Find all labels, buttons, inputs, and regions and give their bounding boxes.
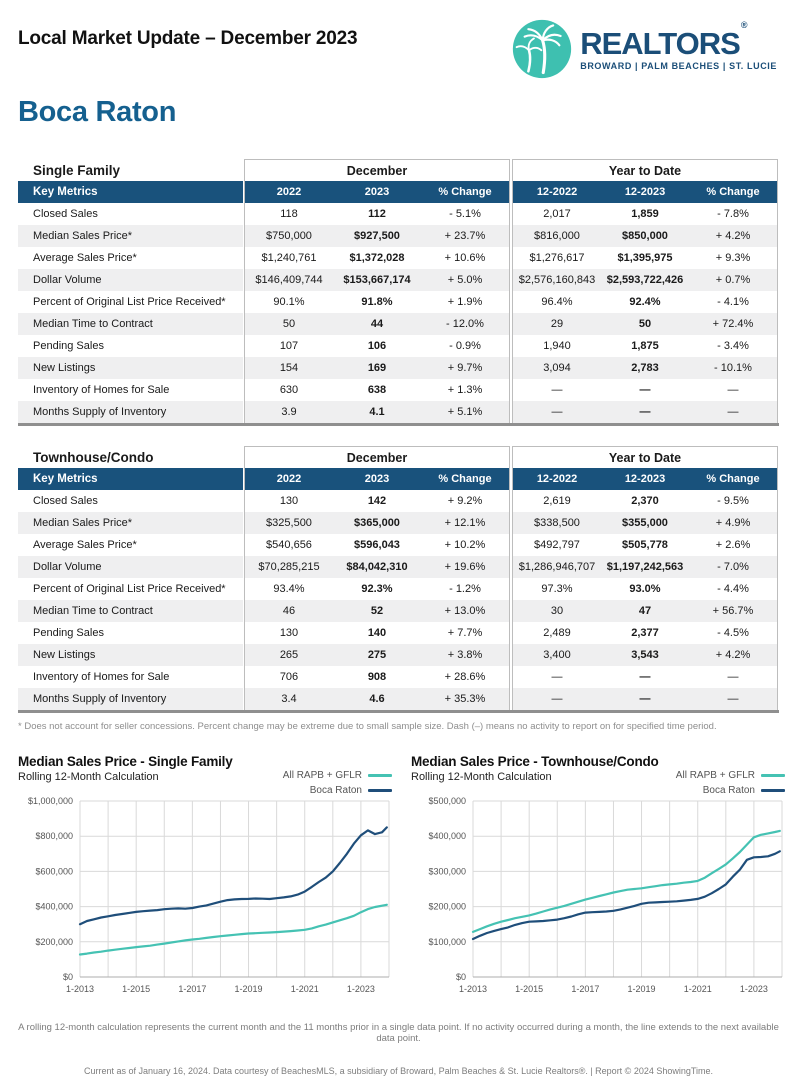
metric-value: —: [513, 688, 601, 710]
metric-value: 706: [279, 671, 299, 683]
single-family-table: [18, 159, 779, 426]
group-header: [244, 159, 510, 181]
chart-title: Median Sales Price - Single Family: [18, 754, 233, 769]
group-header-label: December: [346, 450, 408, 465]
group-header: [512, 446, 778, 468]
table-row: [18, 644, 779, 666]
metric-value: $927,500: [333, 225, 421, 247]
metric-value: $84,042,310: [333, 556, 421, 578]
metric-value: —: [727, 384, 739, 396]
metric-value: —: [689, 688, 777, 710]
metric-value: - 1.2%: [449, 583, 481, 595]
metric-value: 4.6: [333, 688, 421, 710]
metric-value: 92.4%: [629, 296, 661, 308]
metric-value: 3.4: [245, 688, 333, 710]
metric-value: - 9.5%: [717, 495, 749, 507]
metric-value: $1,372,028: [349, 252, 405, 264]
metric-value: —: [601, 401, 689, 423]
metric-value-group: [512, 600, 778, 622]
chart-plot-area: [18, 791, 396, 1008]
column-header-key-metrics: Key Metrics: [18, 468, 243, 490]
column-header: 2023: [333, 468, 421, 490]
metric-value-group: [512, 578, 778, 600]
metric-value-group: [244, 269, 510, 291]
registered-mark: ®: [740, 20, 747, 31]
metric-value: $153,667,174: [333, 269, 421, 291]
column-header: % Change: [421, 181, 509, 203]
logo-text: [580, 20, 777, 71]
table-row: [18, 291, 779, 313]
metric-value: 630: [279, 384, 299, 396]
series-line-boca-raton: [473, 851, 780, 939]
table-column-header-row: [18, 181, 779, 203]
metric-value: $540,656: [266, 539, 312, 551]
legend-label: Boca Raton: [702, 785, 755, 796]
legend-label: All RAPB + GFLR: [282, 770, 362, 781]
page-title: Boca Raton: [18, 96, 177, 128]
metric-value-group: [512, 688, 778, 710]
table-row: [18, 688, 779, 710]
metric-label: Median Sales Price*: [18, 225, 243, 247]
metric-value-group: [244, 556, 510, 578]
legend-label: All RAPB + GFLR: [675, 770, 755, 781]
top-bar: [18, 0, 779, 84]
table-row: [18, 512, 779, 534]
metric-value: + 9.2%: [447, 495, 483, 507]
metric-value: 3,094: [513, 357, 601, 379]
legend-swatch-icon: [761, 774, 785, 777]
x-tick-label: 1-2013: [65, 984, 95, 994]
column-header: 2022: [245, 468, 333, 490]
metric-value: 91.8%: [361, 296, 393, 308]
group-header: [244, 446, 510, 468]
metric-value: 2,377: [631, 627, 659, 639]
series-line-all-rapb-gflr: [473, 831, 780, 932]
table-row: [18, 556, 779, 578]
metric-label: Dollar Volume: [18, 269, 243, 291]
x-tick-label: 1-2021: [683, 984, 712, 994]
metric-value: 1,875: [631, 340, 659, 352]
charts-section: [18, 754, 779, 1008]
metric-value: - 4.1%: [717, 296, 749, 308]
metric-value: 107: [279, 340, 299, 352]
table-row: [18, 534, 779, 556]
legend-swatch-icon: [368, 774, 392, 777]
metric-value-group: [244, 644, 510, 666]
metric-label: New Listings: [18, 357, 243, 379]
table-row: [18, 578, 779, 600]
metric-value: $596,043: [354, 539, 400, 551]
metric-value: + 0.7%: [689, 269, 777, 291]
metric-value-group: [512, 534, 778, 556]
table-row: [18, 335, 779, 357]
metric-value-group: [512, 490, 778, 512]
table-row: [18, 203, 779, 225]
metric-value: + 5.0%: [421, 269, 509, 291]
metric-value-group: [244, 534, 510, 556]
group-header: [512, 159, 778, 181]
y-tick-label: $300,000: [428, 866, 466, 877]
metric-value-group: [244, 247, 510, 269]
metric-value: 908: [367, 671, 387, 683]
metric-label: Median Sales Price*: [18, 512, 243, 534]
metric-value-group: [512, 666, 778, 688]
metric-value: + 9.7%: [421, 357, 509, 379]
metric-value: —: [639, 384, 651, 396]
legend-label: Boca Raton: [309, 785, 362, 796]
metric-value: + 7.7%: [447, 627, 483, 639]
y-tick-label: $400,000: [35, 901, 73, 912]
metric-value: $816,000: [513, 225, 601, 247]
table-row: [18, 666, 779, 688]
metric-value: 44: [333, 313, 421, 335]
metric-value: $750,000: [245, 225, 333, 247]
legend-swatch-icon: [368, 789, 392, 792]
metric-label: Median Time to Contract: [18, 600, 243, 622]
metric-value: $70,285,215: [245, 556, 333, 578]
metric-value: + 10.2%: [444, 539, 486, 551]
metric-value: 130: [279, 627, 299, 639]
chart-single-family: [18, 754, 396, 1008]
metric-value: $505,778: [622, 539, 668, 551]
metric-value-group: [512, 379, 778, 401]
logo-brand: REALTORS®: [580, 20, 747, 61]
metric-value: 169: [333, 357, 421, 379]
metric-value-group: [244, 335, 510, 357]
chart-subtitle: Rolling 12-Month Calculation: [411, 771, 552, 783]
metric-value: - 10.1%: [689, 357, 777, 379]
table-footnote: * Does not account for seller concessions. Percent change may be extreme due to small sample size. Dash (–) means no activity to report on for specified time period.: [18, 721, 717, 732]
y-tick-label: $800,000: [35, 831, 73, 842]
group-header-label: Year to Date: [608, 450, 682, 465]
metric-label: Closed Sales: [33, 208, 98, 220]
metric-value-group: [512, 357, 778, 379]
metric-value: 96.4%: [541, 296, 573, 308]
metric-value: —: [689, 401, 777, 423]
metric-value-group: [512, 313, 778, 335]
x-tick-label: 1-2017: [571, 984, 600, 994]
metric-value-group: [512, 512, 778, 534]
metric-value: 2,370: [631, 495, 659, 507]
metric-value: + 56.7%: [689, 600, 777, 622]
y-tick-label: $200,000: [35, 936, 73, 947]
realtors-logo: [511, 18, 777, 80]
metric-value: 154: [245, 357, 333, 379]
metric-value: + 1.3%: [447, 384, 483, 396]
metric-value-group: [244, 225, 510, 247]
metric-value: - 12.0%: [421, 313, 509, 335]
metric-value: 275: [333, 644, 421, 666]
metric-value: 92.3%: [361, 583, 393, 595]
metric-value: —: [513, 401, 601, 423]
x-tick-label: 1-2021: [290, 984, 319, 994]
metric-value-group: [244, 490, 510, 512]
metric-value: + 1.9%: [447, 296, 483, 308]
metric-label: Pending Sales: [33, 340, 104, 352]
metric-value: 90.1%: [273, 296, 305, 308]
table-row: [18, 225, 779, 247]
table-group-header-row: [18, 446, 779, 468]
metric-value-group: [244, 666, 510, 688]
metric-label: Inventory of Homes for Sale: [33, 671, 170, 683]
metric-value: 93.4%: [273, 583, 305, 595]
metric-label: New Listings: [18, 644, 243, 666]
x-tick-label: 1-2013: [458, 984, 488, 994]
y-tick-label: $0: [62, 972, 73, 982]
chart-subtitle: Rolling 12-Month Calculation: [18, 771, 159, 783]
metric-value-group: [244, 357, 510, 379]
metric-value-group: [244, 688, 510, 710]
metric-label: Average Sales Price*: [33, 539, 137, 551]
metric-value: $850,000: [601, 225, 689, 247]
townhouse-condo-table: [18, 446, 779, 713]
metric-value-group: [244, 379, 510, 401]
metric-value: + 10.6%: [444, 252, 486, 264]
series-line-boca-raton: [80, 827, 387, 924]
column-header: 2023: [333, 181, 421, 203]
metric-value: 2,619: [543, 495, 571, 507]
metric-value-group: [512, 335, 778, 357]
metric-value: $146,409,744: [245, 269, 333, 291]
credit-line: Current as of January 16, 2024. Data courtesy of BeachesMLS, a subsidiary of Broward, Palm Beaches & St. Lucie Realtors®. | Report © 2024 ShowingTime.: [83, 1066, 714, 1076]
table-row: [18, 269, 779, 291]
metric-value: $1,240,761: [261, 252, 317, 264]
metric-value: + 28.6%: [444, 671, 486, 683]
rolling-calculation-note: A rolling 12-month calculation represents the current month and the 11 months prior in a single data point. If no activity occurred during a month, the line extends to the next available data point.: [18, 1022, 779, 1044]
metric-value: + 3.8%: [421, 644, 509, 666]
table-row: [18, 622, 779, 644]
column-header-group: [244, 181, 510, 203]
metric-label: Inventory of Homes for Sale: [33, 384, 170, 396]
metric-value: + 35.3%: [421, 688, 509, 710]
metric-value: 1,940: [543, 340, 571, 352]
chart-plot-area: [411, 791, 789, 1008]
metric-value: $1,286,946,707: [513, 556, 601, 578]
metric-value: $1,395,975: [617, 252, 673, 264]
metric-value: 106: [367, 340, 387, 352]
metric-value-group: [512, 644, 778, 666]
chart-townhouse-condo: [411, 754, 789, 1008]
legend-item: [676, 770, 785, 781]
metric-value: 97.3%: [541, 583, 573, 595]
metric-value: 142: [367, 495, 387, 507]
table-section-title: Single Family: [33, 162, 121, 178]
metric-value: $325,500: [245, 512, 333, 534]
metric-value: 52: [333, 600, 421, 622]
group-header-label: December: [346, 163, 408, 178]
metric-value: + 12.1%: [421, 512, 509, 534]
x-tick-label: 1-2023: [739, 984, 768, 994]
metric-value: —: [639, 671, 651, 683]
metric-value: + 9.3%: [715, 252, 751, 264]
column-header-key-metrics: Key Metrics: [18, 181, 243, 203]
column-header-group: [244, 468, 510, 490]
metric-value: - 3.4%: [717, 340, 749, 352]
metric-label: Median Time to Contract: [18, 313, 243, 335]
metric-value: 50: [245, 313, 333, 335]
metric-value: —: [551, 671, 563, 683]
metric-label: Percent of Original List Price Received*: [33, 583, 226, 595]
x-tick-label: 1-2017: [178, 984, 207, 994]
palm-trees-icon: [511, 18, 573, 80]
table-row: [18, 313, 779, 335]
metric-value: 29: [513, 313, 601, 335]
metric-value: $1,197,242,563: [601, 556, 689, 578]
column-header: % Change: [421, 468, 509, 490]
metric-value: - 7.8%: [717, 208, 749, 220]
metric-value-group: [244, 600, 510, 622]
metric-value: + 19.6%: [421, 556, 509, 578]
y-tick-label: $400,000: [428, 831, 466, 842]
metric-value: - 4.5%: [717, 627, 749, 639]
metric-value: $492,797: [534, 539, 580, 551]
table-row: [18, 401, 779, 423]
column-header: % Change: [689, 468, 777, 490]
metric-value-group: [244, 401, 510, 423]
legend-item: [283, 770, 392, 781]
table-row: [18, 247, 779, 269]
metric-value: + 2.6%: [715, 539, 751, 551]
y-tick-label: $500,000: [428, 796, 466, 806]
table-row: [18, 490, 779, 512]
x-tick-label: 1-2023: [346, 984, 375, 994]
metric-value: 638: [367, 384, 387, 396]
column-header: 12-2022: [513, 468, 601, 490]
column-header-group: [512, 468, 778, 490]
metric-value: - 7.0%: [689, 556, 777, 578]
metric-value: 47: [601, 600, 689, 622]
legend-item: [310, 785, 392, 796]
group-header-label: Year to Date: [608, 163, 682, 178]
metric-value: 2,783: [601, 357, 689, 379]
metric-value: + 72.4%: [689, 313, 777, 335]
y-tick-label: $600,000: [35, 866, 73, 877]
chart-svg: [18, 791, 396, 1003]
chart-title: Median Sales Price - Townhouse/Condo: [411, 754, 659, 769]
metric-value-group: [244, 512, 510, 534]
metric-value-group: [512, 203, 778, 225]
metric-value: $338,500: [513, 512, 601, 534]
metric-value: + 13.0%: [421, 600, 509, 622]
metric-value: - 4.4%: [717, 583, 749, 595]
y-tick-label: $1,000,000: [27, 796, 73, 806]
metric-value: —: [601, 688, 689, 710]
metric-value: + 4.2%: [689, 644, 777, 666]
metric-value-group: [512, 269, 778, 291]
column-header: 12-2023: [601, 468, 689, 490]
metric-value: 112: [368, 208, 386, 220]
metric-value-group: [512, 225, 778, 247]
metric-label: Months Supply of Inventory: [18, 401, 243, 423]
y-tick-label: $200,000: [428, 901, 466, 912]
column-header: 12-2022: [513, 181, 601, 203]
metric-value: 46: [245, 600, 333, 622]
chart-svg: [411, 791, 789, 1003]
y-tick-label: $100,000: [428, 936, 466, 947]
metric-label: Percent of Original List Price Received*: [33, 296, 226, 308]
metric-value: 4.1: [333, 401, 421, 423]
column-header: 12-2023: [601, 181, 689, 203]
metric-value: 118: [280, 208, 298, 220]
metric-value: 50: [601, 313, 689, 335]
metric-value-group: [512, 401, 778, 423]
metric-label: Months Supply of Inventory: [18, 688, 243, 710]
metric-value-group: [512, 291, 778, 313]
metric-value: —: [727, 671, 739, 683]
metric-value: 3,543: [601, 644, 689, 666]
column-header: 2022: [245, 181, 333, 203]
metric-value: 265: [245, 644, 333, 666]
metric-value: + 5.1%: [421, 401, 509, 423]
chart-legend: [676, 770, 785, 796]
metric-value: + 23.7%: [421, 225, 509, 247]
legend-swatch-icon: [761, 789, 785, 792]
series-line-all-rapb-gflr: [80, 905, 387, 955]
metric-label: Closed Sales: [33, 495, 98, 507]
table-row: [18, 357, 779, 379]
x-tick-label: 1-2015: [122, 984, 151, 994]
x-tick-label: 1-2019: [627, 984, 656, 994]
x-tick-label: 1-2015: [515, 984, 544, 994]
metric-value-group: [512, 622, 778, 644]
metric-value-group: [244, 578, 510, 600]
table-row: [18, 600, 779, 622]
metric-value: $365,000: [333, 512, 421, 534]
table-column-header-row: [18, 468, 779, 490]
metric-value-group: [512, 556, 778, 578]
metric-value-group: [244, 313, 510, 335]
metric-value: + 4.2%: [689, 225, 777, 247]
logo-tagline: BROWARD | PALM BEACHES | ST. LUCIE: [580, 60, 777, 71]
metric-value: 30: [513, 600, 601, 622]
metric-value: 3.9: [245, 401, 333, 423]
chart-legend: [283, 770, 392, 796]
metric-value-group: [512, 247, 778, 269]
metric-value: —: [551, 384, 563, 396]
metric-value: $355,000: [601, 512, 689, 534]
metric-value-group: [244, 291, 510, 313]
table-section-title: Townhouse/Condo: [33, 449, 154, 465]
metric-value: + 4.9%: [689, 512, 777, 534]
table-row: [18, 379, 779, 401]
metric-value: 93.0%: [629, 583, 661, 595]
column-header-group: [512, 181, 778, 203]
legend-item: [703, 785, 785, 796]
metric-value: - 5.1%: [449, 208, 481, 220]
x-tick-label: 1-2019: [234, 984, 263, 994]
metric-value: 3,400: [513, 644, 601, 666]
metric-value-group: [244, 203, 510, 225]
metric-value: 2,017: [543, 208, 571, 220]
metric-value: $1,276,617: [529, 252, 585, 264]
metric-label: Average Sales Price*: [33, 252, 137, 264]
report-title: Local Market Update – December 2023: [18, 28, 358, 49]
metric-value: $2,576,160,843: [513, 269, 601, 291]
metric-value: 130: [279, 495, 299, 507]
metric-value: 1,859: [631, 208, 659, 220]
metric-value: 140: [367, 627, 387, 639]
y-tick-label: $0: [455, 972, 466, 982]
metric-value: - 0.9%: [449, 340, 481, 352]
metric-label: Pending Sales: [33, 627, 104, 639]
table-group-header-row: [18, 159, 779, 181]
metric-label: Dollar Volume: [18, 556, 243, 578]
metric-value: 2,489: [543, 627, 571, 639]
metric-value-group: [244, 622, 510, 644]
metric-value: $2,593,722,426: [601, 269, 689, 291]
column-header: % Change: [689, 181, 777, 203]
